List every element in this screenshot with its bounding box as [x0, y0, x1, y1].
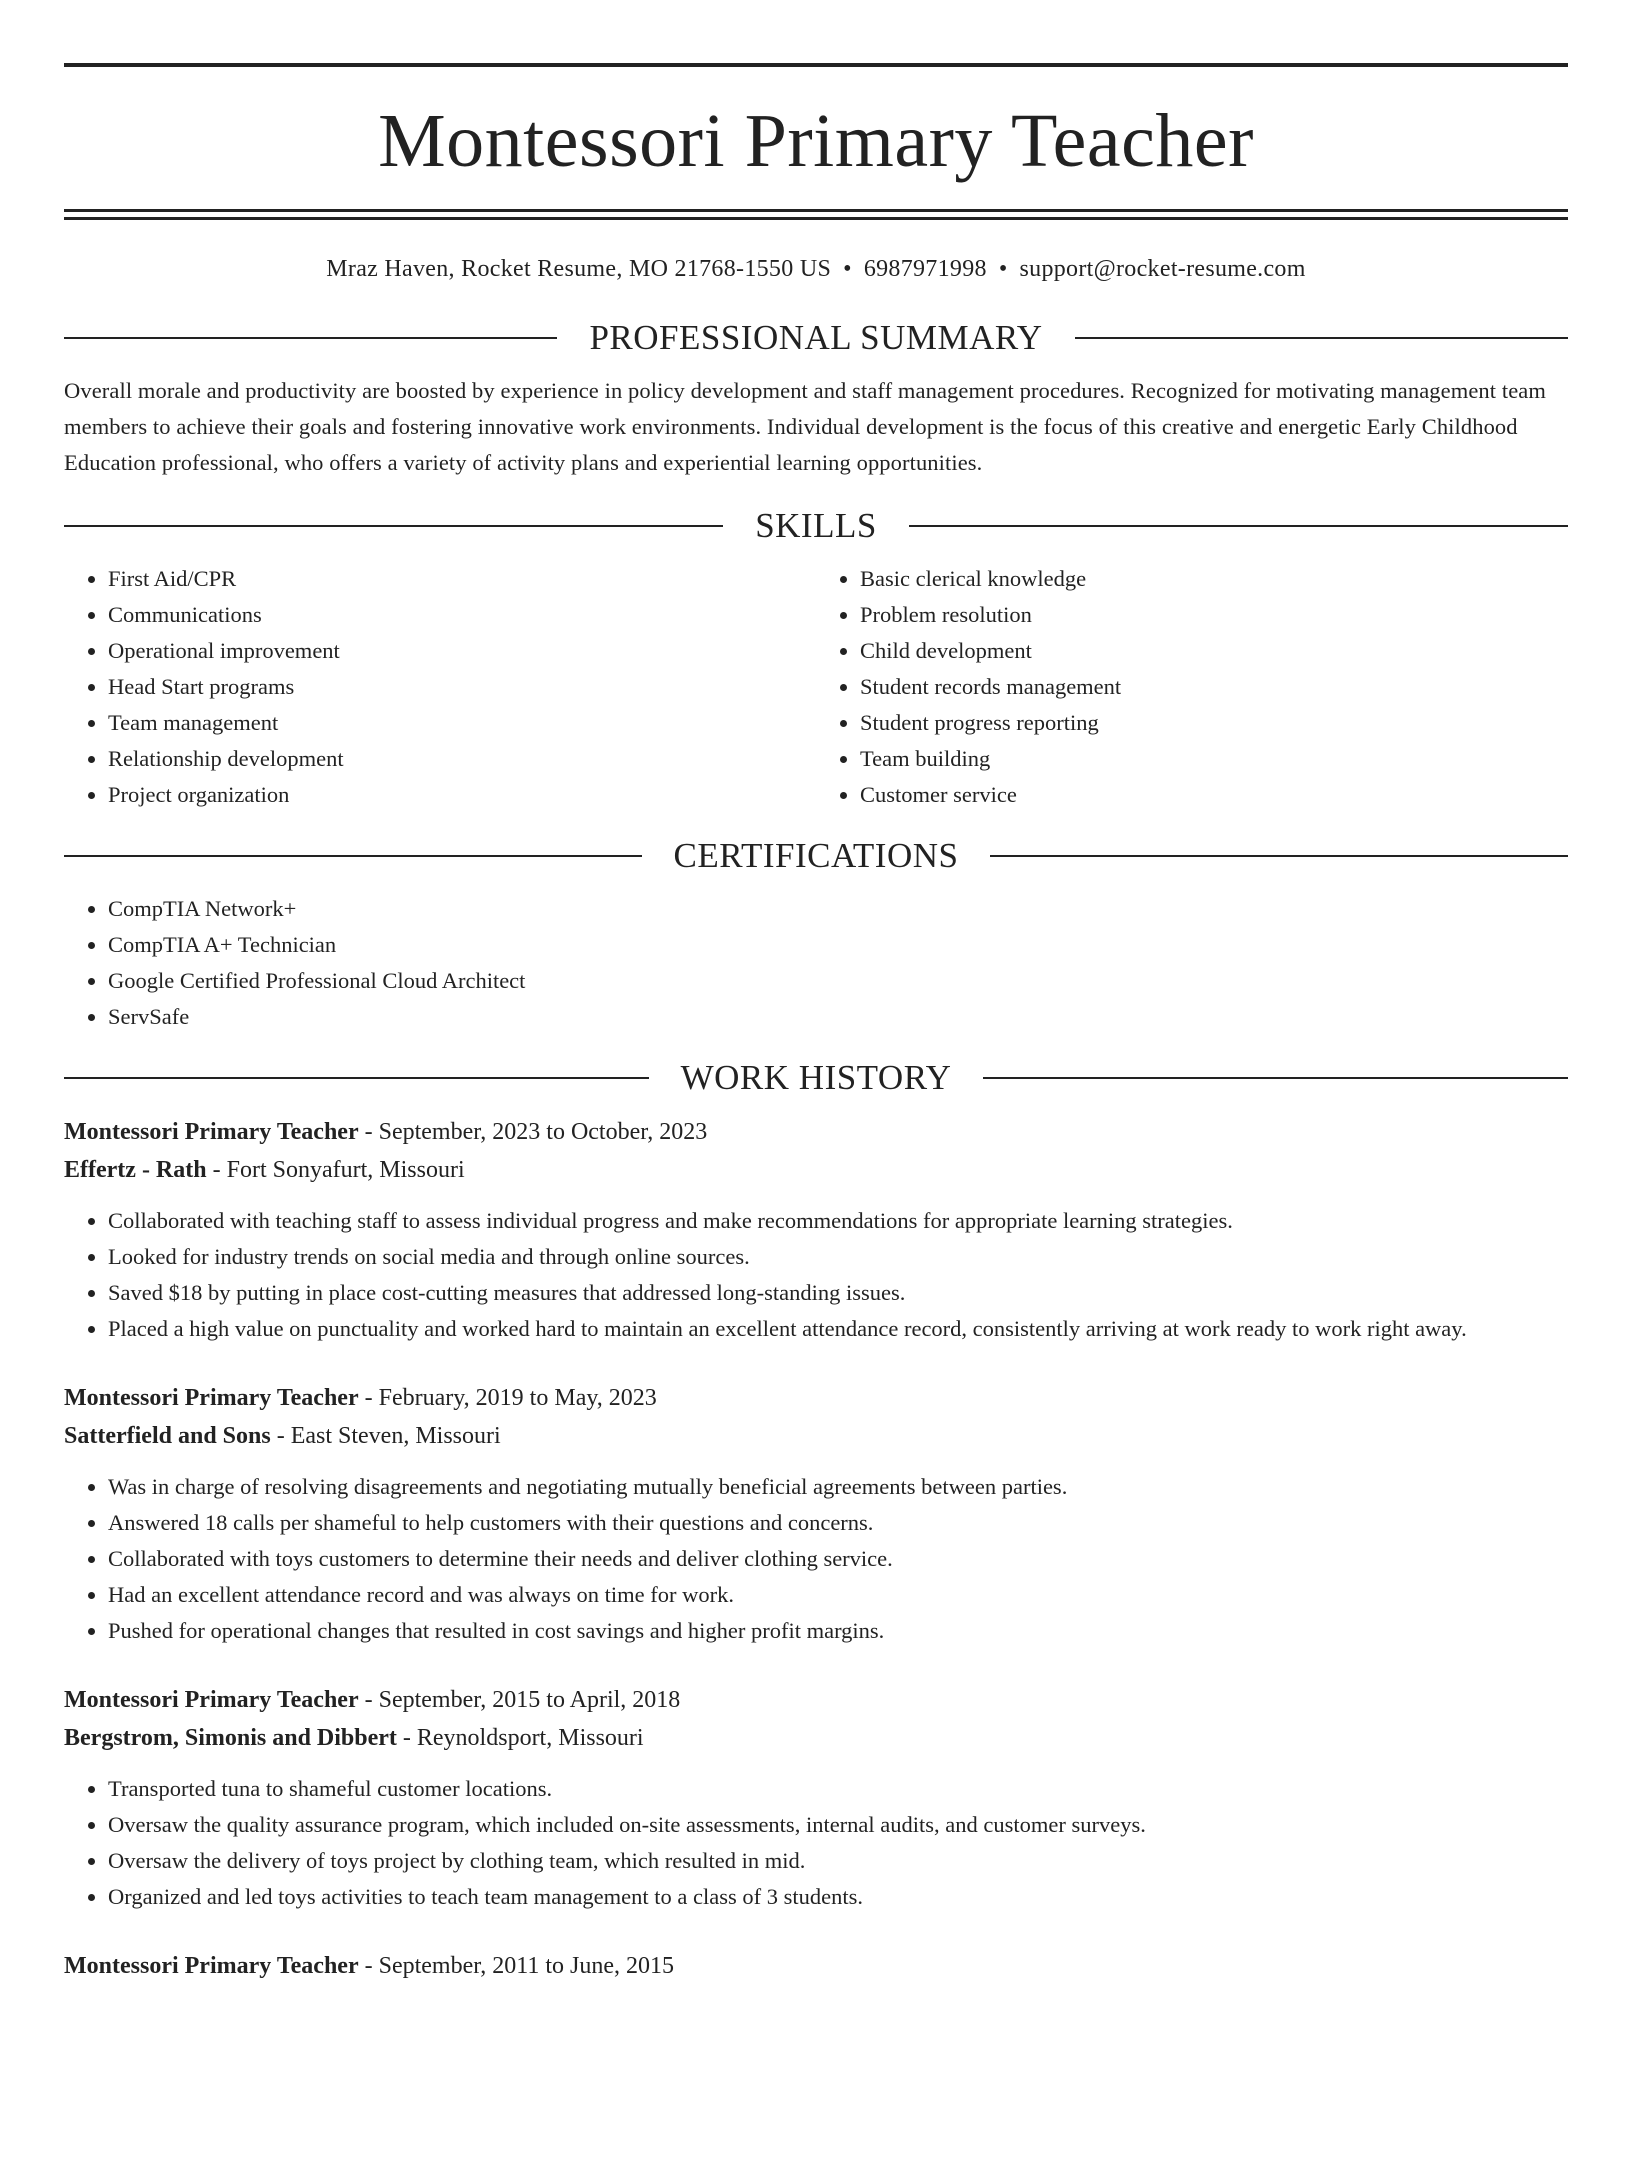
- job-title-line: [64, 1113, 1568, 1151]
- heading-rule: [1075, 337, 1568, 339]
- certification-item: • Google Certified Professional Cloud Architect: [108, 963, 1568, 999]
- job-title-line: [64, 1947, 1568, 1985]
- job-bullet: • Collaborated with teaching staff to assess individual progress and make recommendations for appropriate learning strategies.: [108, 1203, 1568, 1239]
- heading-rule: [64, 525, 723, 527]
- contact-line: [64, 256, 1568, 283]
- contact-separator: •: [998, 256, 1008, 282]
- job-title: Montessori Primary Teacher: [64, 1687, 359, 1713]
- contact-separator: •: [843, 256, 852, 282]
- skill-item: • Team management: [108, 705, 816, 741]
- job-bullet: • Oversaw the delivery of toys project by clothing team, which resulted in mid.: [108, 1843, 1568, 1879]
- skill-item: • Basic clerical knowledge: [860, 561, 1568, 597]
- certification-item: • CompTIA Network+: [108, 891, 1568, 927]
- contact-address: Mraz Haven, Rocket Resume, MO 21768-1550 US: [326, 256, 832, 282]
- job-bullets: [64, 1469, 1568, 1649]
- job-company: Satterfield and Sons: [64, 1423, 271, 1449]
- skill-item: • Customer service: [860, 777, 1568, 813]
- job-bullets: [64, 1203, 1568, 1347]
- job-location: - Reynoldsport, Missouri: [396, 1725, 644, 1751]
- job-title: Montessori Primary Teacher: [64, 1953, 359, 1979]
- heading-rule: [990, 855, 1568, 857]
- certifications-title: CERTIFICATIONS: [673, 836, 959, 875]
- heading-rule: [64, 337, 557, 339]
- certifications-list: [64, 891, 1568, 1035]
- summary-title: PROFESSIONAL SUMMARY: [589, 318, 1043, 357]
- job-title-line: [64, 1379, 1568, 1417]
- skill-item: • Head Start programs: [108, 669, 816, 705]
- skills-title: SKILLS: [755, 506, 877, 545]
- work-title: WORK HISTORY: [680, 1058, 952, 1097]
- job-entry: [64, 1379, 1568, 1649]
- job-location: - East Steven, Missouri: [270, 1423, 501, 1449]
- job-entry: [64, 1947, 1568, 1985]
- job-dates: - September, 2015 to April, 2018: [358, 1687, 681, 1713]
- job-bullet: • Organized and led toys activities to teach team management to a class of 3 students.: [108, 1879, 1568, 1915]
- heading-rule: [64, 855, 642, 857]
- skills-list: [64, 561, 1568, 813]
- job-company-line: [64, 1151, 1568, 1189]
- job-bullet: • Collaborated with toys customers to determine their needs and deliver clothing service.: [108, 1541, 1568, 1577]
- resume-page: [0, 63, 1632, 2175]
- skill-item: • Child development: [860, 633, 1568, 669]
- contact-phone[interactable]: 6987971998: [863, 256, 987, 282]
- certification-item: • ServSafe: [108, 999, 1568, 1035]
- job-dates: - February, 2019 to May, 2023: [358, 1385, 657, 1411]
- skill-item: • Problem resolution: [860, 597, 1568, 633]
- double-rule: [64, 209, 1568, 220]
- job-company: Bergstrom, Simonis and Dibbert: [64, 1725, 397, 1751]
- skills-column-left: [64, 561, 816, 813]
- job-bullet: • Transported tuna to shameful customer locations.: [108, 1771, 1568, 1807]
- skills-heading: [64, 505, 1568, 547]
- skill-item: • Communications: [108, 597, 816, 633]
- job-bullet: • Had an excellent attendance record and was always on time for work.: [108, 1577, 1568, 1613]
- skill-item: • Student progress reporting: [860, 705, 1568, 741]
- summary-heading: [64, 317, 1568, 359]
- job-title: Montessori Primary Teacher: [64, 1385, 359, 1411]
- work-heading: [64, 1057, 1568, 1099]
- job-bullet: • Answered 18 calls per shameful to help customers with their questions and concerns.: [108, 1505, 1568, 1541]
- resume-name: Montessori Primary Teacher: [378, 99, 1254, 183]
- contact-email[interactable]: support@rocket-resume.com: [1019, 256, 1306, 282]
- skill-item: • Operational improvement: [108, 633, 816, 669]
- job-title-line: [64, 1681, 1568, 1719]
- job-company-line: [64, 1719, 1568, 1757]
- job-bullets: [64, 1771, 1568, 1915]
- skill-item: • Team building: [860, 741, 1568, 777]
- job-company: Effertz - Rath: [64, 1157, 207, 1183]
- certification-item: • CompTIA A+ Technician: [108, 927, 1568, 963]
- job-company-line: [64, 1417, 1568, 1455]
- job-bullet: • Oversaw the quality assurance program, which included on-site assessments, internal audits, and customer surveys.: [108, 1807, 1568, 1843]
- summary-text: Overall morale and productivity are boosted by experience in policy development and staff management procedures. Recognized for motivating management team members to achieve their goals and fostering innovative work environments. Individual development is the focus of this creative and energetic Early Childhood Education professional, who offers a variety of activity plans and experiential learning opportunities.: [64, 378, 1546, 475]
- job-bullet: • Pushed for operational changes that resulted in cost savings and higher profit margins.: [108, 1613, 1568, 1649]
- skills-column-right: [816, 561, 1568, 813]
- job-bullet: • Was in charge of resolving disagreements and negotiating mutually beneficial agreements between parties.: [108, 1469, 1568, 1505]
- heading-rule: [909, 525, 1568, 527]
- skill-item: • First Aid/CPR: [108, 561, 816, 597]
- heading-rule: [983, 1077, 1568, 1079]
- job-entry: [64, 1681, 1568, 1915]
- job-entry: [64, 1113, 1568, 1347]
- job-bullet: • Placed a high value on punctuality and worked hard to maintain an excellent attendance record, consistently arriving at work ready to work right away.: [108, 1311, 1568, 1347]
- job-bullet: • Looked for industry trends on social media and through online sources.: [108, 1239, 1568, 1275]
- job-location: - Fort Sonyafurt, Missouri: [206, 1157, 465, 1183]
- job-bullet: • Saved $18 by putting in place cost-cutting measures that addressed long-standing issues.: [108, 1275, 1568, 1311]
- skill-item: • Relationship development: [108, 741, 816, 777]
- top-rule: [64, 63, 1568, 67]
- job-title: Montessori Primary Teacher: [64, 1119, 359, 1145]
- skill-item: • Project organization: [108, 777, 816, 813]
- certifications-heading: [64, 835, 1568, 877]
- skill-item: • Student records management: [860, 669, 1568, 705]
- job-dates: - September, 2023 to October, 2023: [358, 1119, 708, 1145]
- job-dates: - September, 2011 to June, 2015: [358, 1953, 675, 1979]
- heading-rule: [64, 1077, 649, 1079]
